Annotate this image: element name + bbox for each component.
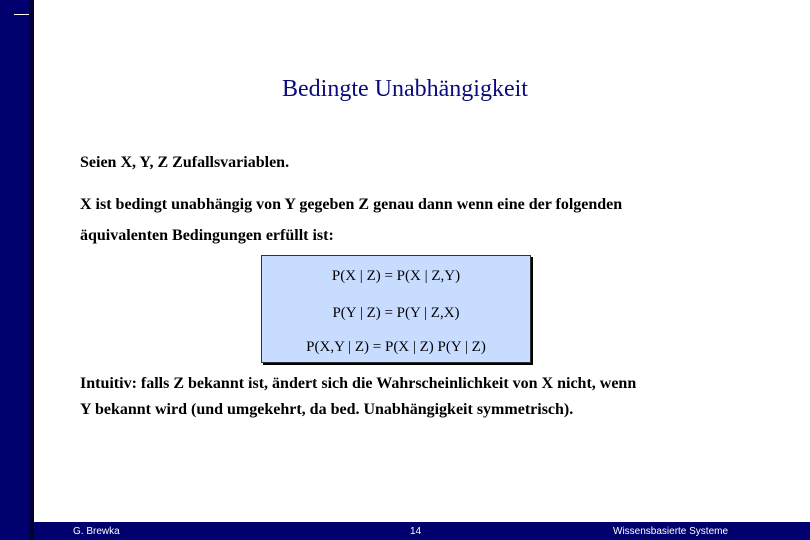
intuition-line-2: Y bekannt wird (und umgekehrt, da bed. Unabhängigkeit symmetrisch). bbox=[80, 401, 574, 418]
formula-box bbox=[261, 255, 531, 363]
footer-course: Wissensbasierte Systeme bbox=[613, 526, 729, 537]
definition-line-2: äquivalenten Bedingungen erfüllt ist: bbox=[80, 227, 334, 244]
intuition-line-1: Intuitiv: falls Z bekannt ist, ändert sich die Wahrscheinlichkeit von X nicht, wenn bbox=[80, 375, 637, 392]
footer-author: G. Brewka bbox=[73, 526, 120, 537]
formula-3: P(X,Y | Z) = P(X | Z) P(Y | Z) bbox=[306, 339, 486, 355]
footer-page-number: 14 bbox=[410, 526, 422, 537]
corner-mark bbox=[14, 14, 29, 15]
formula-1: P(X | Z) = P(X | Z,Y) bbox=[331, 268, 461, 284]
intro-text: Seien X, Y, Z Zufallsvariablen. bbox=[80, 154, 290, 171]
definition-line-1: X ist bedingt unabhängig von Y gegeben Z genau dann wenn eine der folgenden bbox=[80, 196, 623, 213]
formula-2: P(Y | Z) = P(Y | Z,X) bbox=[332, 305, 460, 321]
footer-bar bbox=[34, 522, 810, 540]
slide-title: Bedingte Unabhängigkeit bbox=[282, 76, 528, 102]
